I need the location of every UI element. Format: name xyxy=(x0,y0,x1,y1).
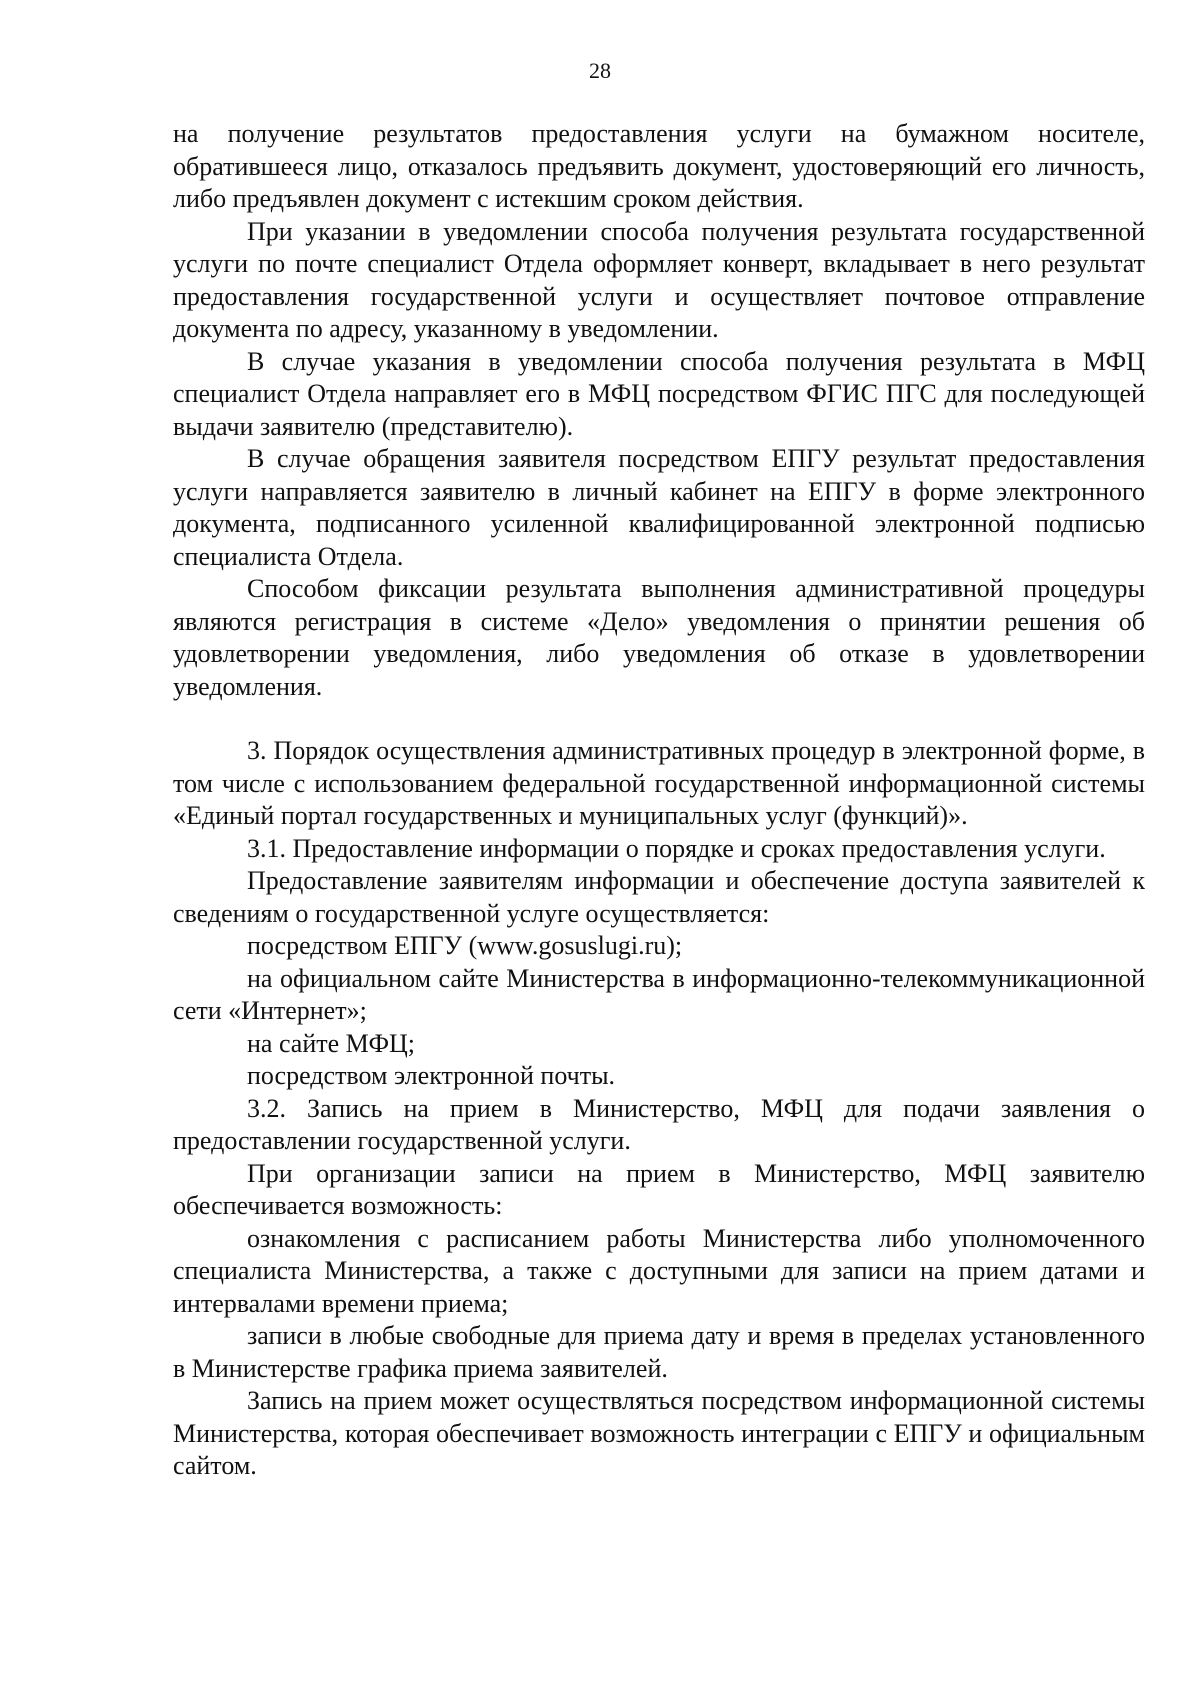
list-item: посредством ЕПГУ (www.gosuslugi.ru); xyxy=(247,931,683,960)
paragraph: При организации записи на прием в Министерство, МФЦ заявителю обеспечивается возможность: xyxy=(173,1158,1145,1220)
list-item: ознакомления с расписанием работы Министерства либо уполномоченного специалиста Министерства, а также с доступными для записи на прием датами и интервалами времени приема; xyxy=(173,1223,1145,1318)
paragraph: Предоставление заявителям информации и обеспечение доступа заявителей к сведениям о государственной услуге осуществляется: xyxy=(173,866,1145,928)
page-number: 28 xyxy=(589,58,611,83)
paragraph: на получение результатов предоставления услуги на бумажном носителе, обратившееся лицо, отказалось предъявить документ, удостоверяющий его личность, либо предъявлен документ с истекшим сроком действия. xyxy=(173,119,1145,213)
subsection-heading: 3.1. Предоставление информации о порядке и сроках предоставления услуги. xyxy=(247,833,1106,863)
list-item: на официальном сайте Министерства в информационно-телекоммуникационной сети «Интернет»; xyxy=(173,963,1145,1025)
paragraph: Запись на прием может осуществляться посредством информационной системы Министерства, которая обеспечивает возможность интеграции с ЕПГУ и официальным сайтом. xyxy=(173,1386,1145,1480)
paragraph: При указании в уведомлении способа получения результата государственной услуги по почте специалист Отдела оформляет конверт, вкладывает в него результат предоставления государственной услуги и осуществляет почтовое отправление документа по адресу, указанному в уведомлении. xyxy=(173,216,1145,343)
section-spacer xyxy=(173,703,1145,735)
paragraph: В случае указания в уведомлении способа получения результата в МФЦ специалист Отдела направляет его в МФЦ посредством ФГИС ПГС для последующей выдачи заявителю (представителю). xyxy=(173,346,1145,441)
paragraph: Способом фиксации результата выполнения административной процедуры являются регистрация в системе «Дело» уведомления о принятии решения об удовлетворении уведомления, либо уведомления об отказе в удовлетворении уведомления. xyxy=(173,574,1145,701)
subsection-heading: 3.2. Запись на прием в Министерство, МФЦ для подачи заявления о предоставлении государственной услуги. xyxy=(173,1093,1145,1155)
list-item: на сайте МФЦ; xyxy=(247,1028,415,1058)
section-heading: 3. Порядок осуществления административных процедур в электронной форме, в том числе с использованием федеральной государственной информационной системы «Единый портал государственных и муниципальных услуг (функций)». xyxy=(173,736,1145,830)
paragraph: В случае обращения заявителя посредством ЕПГУ результат предоставления услуги направляется заявителю в личный кабинет на ЕПГУ в форме электронного документа, подписанного усиленной квалифицированной электронной подписью специалиста Отдела. xyxy=(173,444,1145,571)
document-body xyxy=(173,118,1145,1483)
list-item: посредством электронной почты. xyxy=(247,1061,616,1090)
list-item: записи в любые свободные для приема дату и время в пределах установленного в Министерстве графика приема заявителей. xyxy=(173,1321,1145,1383)
